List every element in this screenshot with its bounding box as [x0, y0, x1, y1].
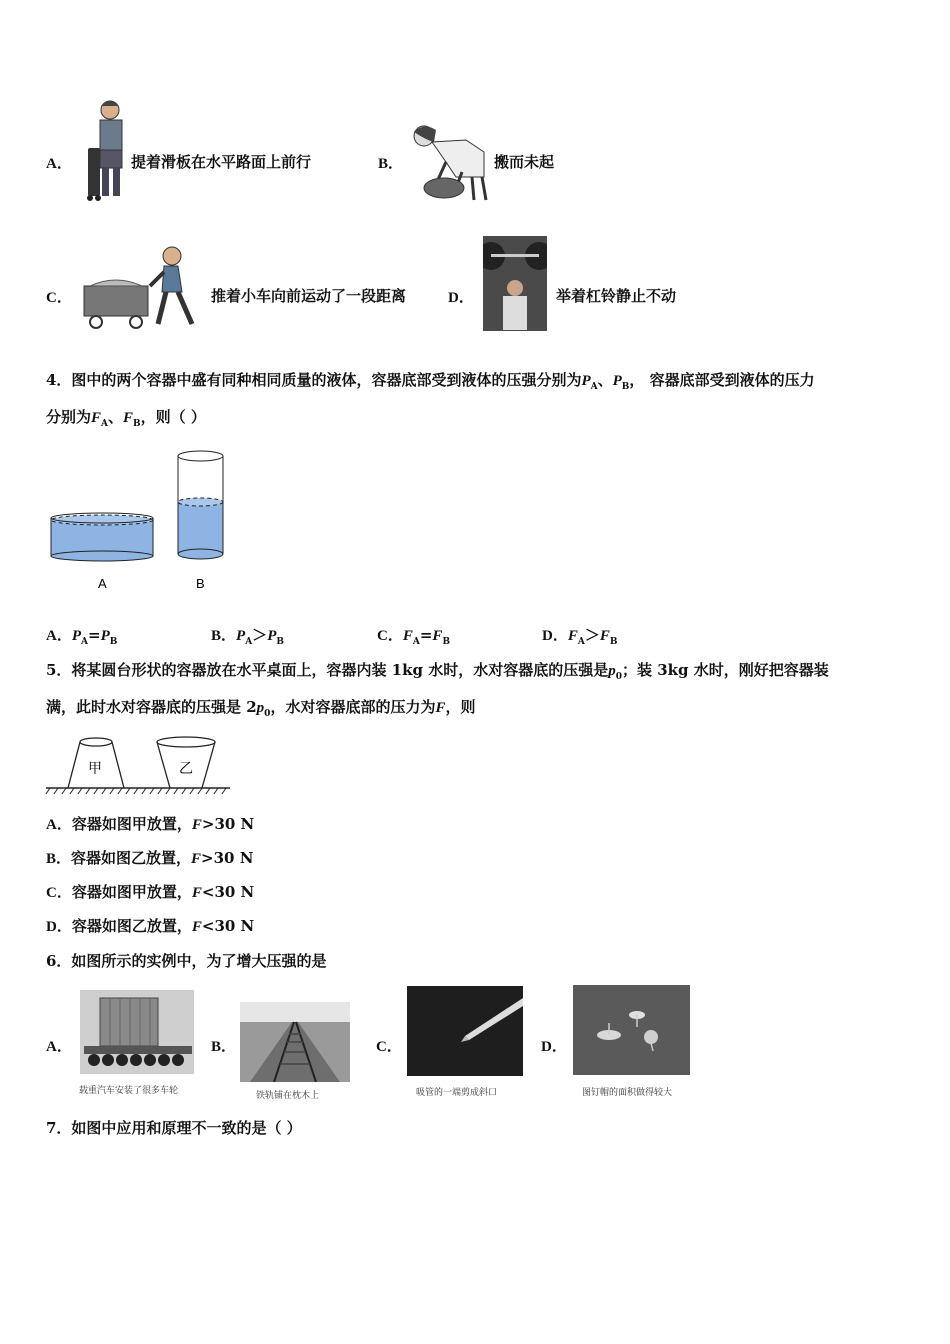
q6-stem: 6．如图所示的实例中，为了增大压强的是	[46, 952, 327, 970]
q4-stem-line1: 4．图中的两个容器中盛有同种相同质量的液体，容器底部受到液体的压强分别为$P_A$、$P_B$， 容器底部受到液体的压力	[46, 371, 815, 392]
label-b: B	[196, 576, 205, 591]
option-text: 提着滑板在水平路面上前行	[131, 153, 312, 171]
option-caption: 载重汽车安装了很多车轮	[79, 1086, 179, 1096]
two-containers-figure	[46, 446, 236, 596]
q5-option-c[interactable]: C．容器如图甲放置，F<30 N	[46, 883, 255, 901]
q5-option-a[interactable]: A．容器如图甲放置，F>30 N	[46, 815, 255, 833]
option-text: 举着杠铃静止不动	[556, 287, 677, 305]
q5-option-b[interactable]: B．容器如图乙放置，F>30 N	[46, 849, 254, 867]
thumbtack-photo	[573, 985, 690, 1075]
heavy-truck-photo	[80, 990, 194, 1074]
option-letter: B．	[211, 1039, 237, 1055]
container-jia	[68, 738, 124, 788]
boy-pushing-cart-image	[80, 240, 206, 332]
label-yi: 乙	[179, 761, 193, 777]
option-text: 搬而未起	[494, 153, 555, 171]
q5-stem-line1: 5．将某圆台形状的容器放在水平桌面上，容器内装 1kg 水时，水对容器底的压强是$p_0$；装 3kg 水时，刚好把容器装	[46, 661, 829, 682]
boy-with-skateboard-image	[80, 98, 130, 204]
q4-option-a[interactable]: A．$P_A=P_B$	[46, 626, 118, 647]
option-letter: C．	[46, 290, 72, 306]
option-letter: D．	[541, 1039, 567, 1055]
option-letter: A．	[46, 156, 72, 172]
q5-stem-line2: 满，此时水对容器底的压强是 $2p_0$，水对容器底部的压力为F，则	[46, 698, 476, 719]
railway-track-photo	[240, 1002, 350, 1082]
label-jia: 甲	[88, 761, 102, 777]
container-yi	[157, 737, 215, 788]
q4-option-d[interactable]: D．$F_A>F_B$	[542, 626, 618, 647]
option-caption: 铁轨铺在枕木上	[256, 1091, 320, 1101]
q7-stem: 7．如图中应用和原理不一致的是（ ）	[46, 1119, 302, 1137]
q4-stem-line2: 分别为$F_A$、$F_B$，则（ ）	[46, 408, 206, 429]
container-b	[178, 451, 223, 559]
option-letter: D．	[448, 290, 474, 306]
option-letter: B．	[378, 156, 404, 172]
q5-option-d[interactable]: D．容器如图乙放置，F<30 N	[46, 917, 255, 935]
container-a	[51, 513, 153, 561]
option-text: 推着小车向前运动了一段距离	[211, 287, 407, 305]
option-letter: C．	[376, 1039, 402, 1055]
q4-option-c[interactable]: C．$F_A=F_B$	[377, 626, 451, 647]
option-caption: 图钉帽的面积做得较大	[582, 1088, 673, 1098]
weightlifter-photo	[483, 236, 547, 331]
straw-photo	[407, 986, 523, 1076]
girl-lifting-stone-image	[406, 122, 492, 202]
option-letter: A．	[46, 1039, 72, 1055]
truncated-cone-containers-figure	[44, 732, 234, 798]
q4-option-b[interactable]: B．$P_A>P_B$	[211, 626, 284, 647]
option-caption: 吸管的一端剪成斜口	[416, 1088, 498, 1098]
label-a: A	[98, 576, 107, 591]
